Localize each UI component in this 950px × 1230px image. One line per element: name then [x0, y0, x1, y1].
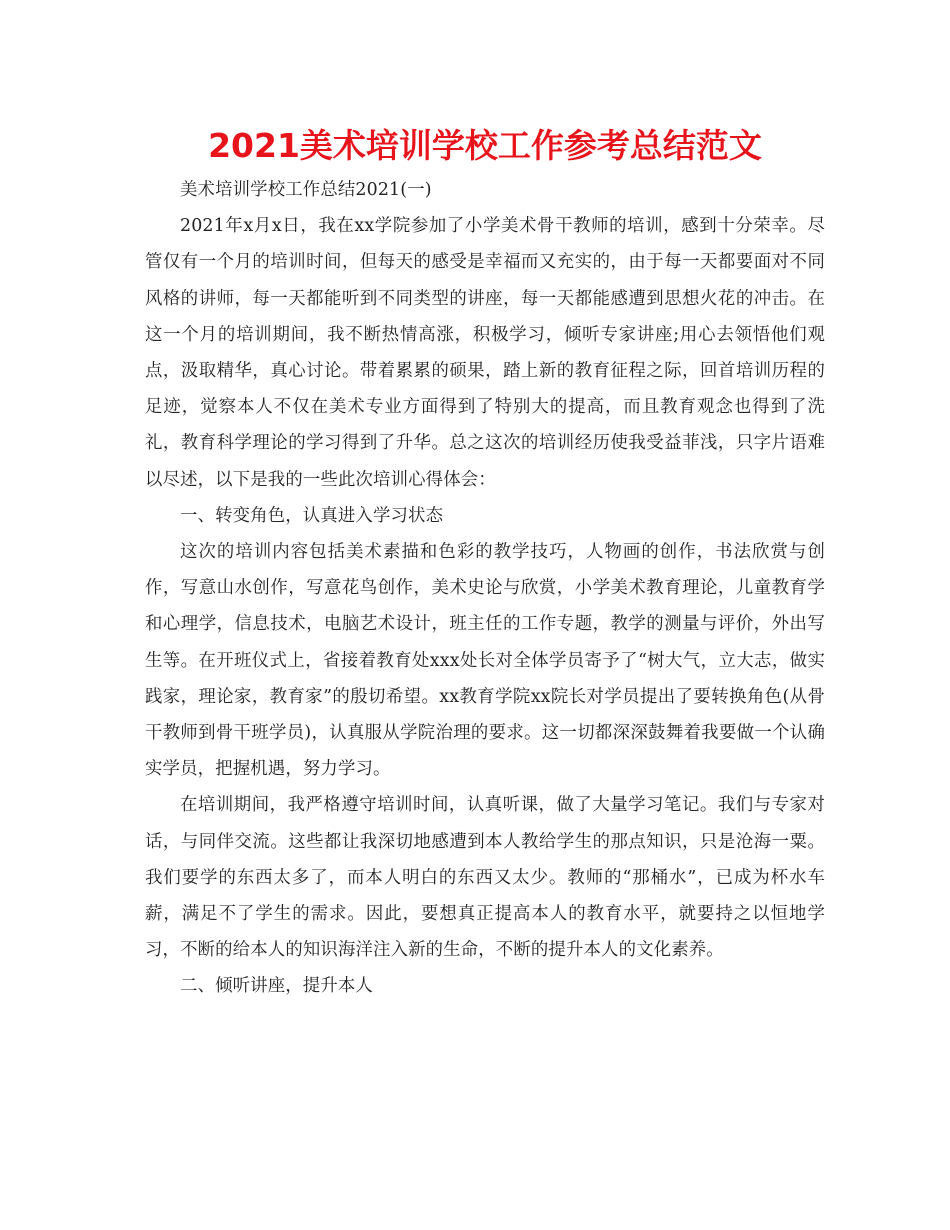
section-heading-1: 一、转变角色，认真进入学习状态 — [180, 505, 444, 526]
paragraph-training-content: 这次的培训内容包括美术素描和色彩的教学技巧，人物画的创作，书法欣赏与创作，写意山水创作，写意花鸟创作，美术史论与欣赏，小学美术教育理论，儿童教育学和心理学，信息技术，电脑艺术设计，班主任的工作专题，教学的测量与评价，外出写生等。在开班仪式上，省接着教育处xxx处长对全体学员寄予了“树大气，立大志，做实践家，理论家，教育家”的殷切希望。xx教育学院xx院长对学员提出了要转换角色(从骨干教师到骨干班学员)，认真服从学院治理的要求。这一切都深深鼓舞着我要做一个认确实学员，把握机遇，努力学习。 — [145, 542, 825, 780]
document-body — [145, 172, 825, 1005]
paragraph-training-period: 在培训期间，我严格遵守培训时间，认真听课，做了大量学习笔记。我们与专家对话，与同伴交流。这些都让我深切地感遭到本人教给学生的那点知识，只是沧海一粟。我们要学的东西太多了，而本人明白的东西又太少。教师的“那桶水”，已成为杯水车薪，满足不了学生的需求。因此，要想真正提高本人的教育水平，就要持之以恒地学习，不断的给本人的知识海洋注入新的生命，不断的提升本人的文化素养。 — [145, 795, 825, 961]
paragraph-intro: 2021年x月x日，我在xx学院参加了小学美术骨干教师的培训，感到十分荣幸。尽管仅有一个月的培训时间，但每天的感受是幸福而又充实的，由于每一天都要面对不同风格的讲师，每一天都能听到不同类型的讲座，每一天都能感遭到思想火花的冲击。在这一个月的培训期间，我不断热情高涨，积极学习，倾听专家讲座;用心去领悟他们观点，汲取精华，真心讨论。带着累累的硕果，踏上新的教育征程之际，回首培训历程的足迹，觉察本人不仅在美术专业方面得到了特别大的提高，而且教育观念也得到了洗礼，教育科学理论的学习得到了升华。总之这次的培训经历使我受益菲浅，只字片语难以尽述，以下是我的一些此次培训心得体会： — [145, 216, 825, 490]
document-page — [145, 120, 825, 1005]
section-heading-2: 二、倾听讲座，提升本人 — [180, 976, 373, 997]
document-title: 2021美术培训学校工作参考总结范文 — [208, 126, 762, 165]
document-subtitle: 美术培训学校工作总结2021(一) — [180, 180, 432, 200]
